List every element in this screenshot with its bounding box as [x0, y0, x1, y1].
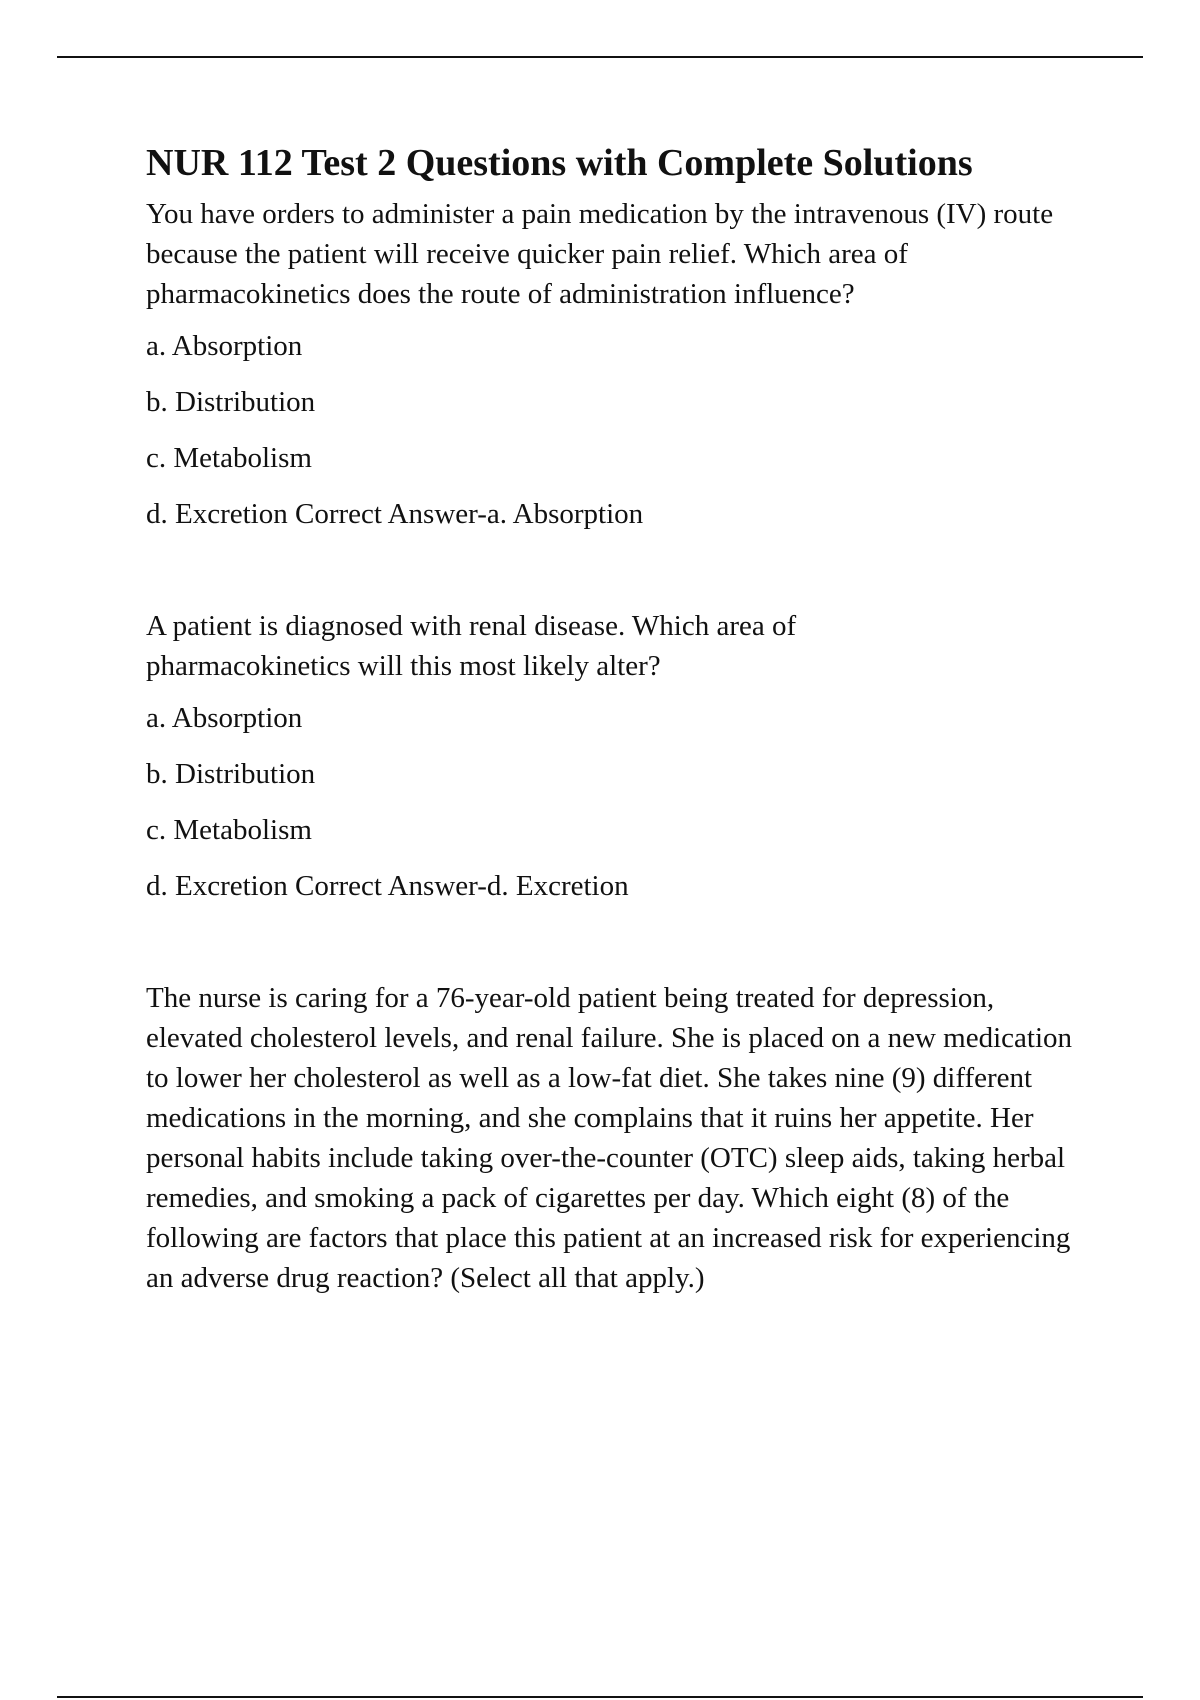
- answer-option: a. Absorption: [146, 330, 303, 362]
- document-title: NUR 112 Test 2 Questions with Complete Solutions: [146, 142, 973, 184]
- answer-option: a. Absorption: [146, 702, 303, 734]
- answer-option: b. Distribution: [146, 758, 316, 790]
- question-spacer: [146, 534, 1106, 606]
- answer-option: b. Distribution: [146, 386, 316, 418]
- answer-option-with-correct-answer: d. Excretion Correct Answer-a. Absorption: [146, 498, 644, 530]
- question-spacer: [146, 906, 1106, 978]
- question-stem: The nurse is caring for a 76-year-old patient being treated for depression, elevated cholesterol levels, and renal failure. She is placed on a new medication to lower her cholesterol as well as a low-fat diet. She takes nine (9) different medications in the morning, and she complains that it ruins her appetite. Her personal habits include taking over-the-counter (OTC) sleep aids, taking herbal remedies, and smoking a pack of cigarettes per day. Which eight (8) of the following are factors that place this patient at an increased risk for experiencing an adverse drug reaction? (Select all that apply.): [146, 982, 1073, 1294]
- header-rule: [57, 56, 1143, 58]
- answer-option-with-correct-answer: d. Excretion Correct Answer-d. Excretion: [146, 870, 629, 902]
- footer-rule: [57, 1696, 1143, 1698]
- question-1: [146, 194, 1106, 534]
- answer-option: c. Metabolism: [146, 814, 312, 846]
- document-body: [146, 140, 1106, 1310]
- answer-option: c. Metabolism: [146, 442, 312, 474]
- question-2: [146, 606, 1106, 906]
- question-3: [146, 978, 1106, 1298]
- question-stem: A patient is diagnosed with renal disease. Which area of pharmacokinetics will this most likely alter?: [146, 610, 797, 682]
- question-stem: You have orders to administer a pain medication by the intravenous (IV) route because the patient will receive quicker pain relief. Which area of pharmacokinetics does the route of administration influence?: [146, 198, 1054, 310]
